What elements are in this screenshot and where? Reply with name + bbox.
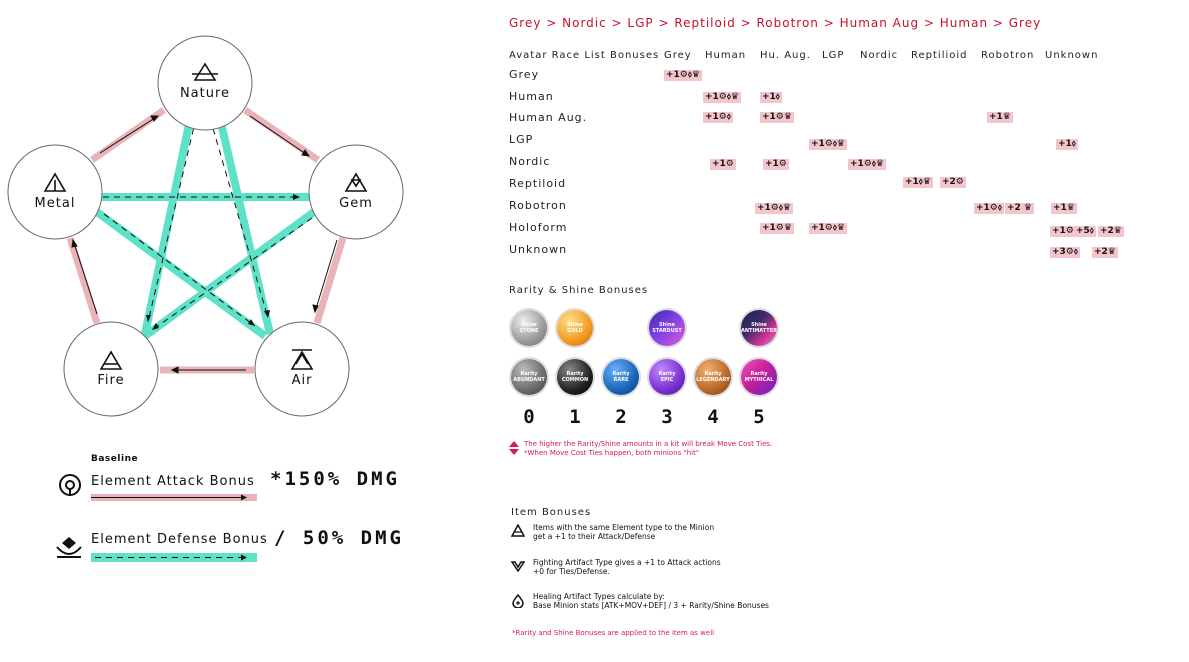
item-element-text: Items with the same Element type to the Minion get a +1 to their Attack/Defense [533, 523, 715, 541]
race-bonus-chip: +1⚙ [1052, 226, 1074, 236]
shine-stone: Shine STONE [511, 310, 547, 346]
race-row-human: Human [509, 90, 554, 103]
items-footnote: *Rarity and Shine Bonuses are applied to the item as well [512, 629, 715, 637]
race-bonus-chip: +2♛ [1094, 247, 1116, 257]
race-bonus-chip: +1⚙⬨♛ [705, 92, 739, 102]
race-row-unknown: Unknown [509, 243, 568, 256]
shine-stardust: Shine STARDUST [649, 310, 685, 346]
race-bonus-chip: +5⬨ [1076, 226, 1094, 236]
node-label-gem: Gem [339, 196, 373, 211]
defense-line-nature-fire [145, 110, 192, 334]
race-row-lgp: LGP [509, 133, 534, 146]
rarity-mythical: Rarity MYTHICAL [741, 359, 777, 395]
defense-line-nature-air [218, 110, 270, 334]
shine-gold: Shine GOLD [557, 310, 593, 346]
node-label-fire: Fire [97, 373, 125, 388]
race-row-robotron: Robotron [509, 199, 567, 212]
race-bonus-chip: +3⚙⬨ [1052, 247, 1078, 257]
race-row-holoform: Holoform [509, 221, 568, 234]
race-bonus-chip: +1⚙♛ [762, 112, 792, 122]
legend-defense-value: / 50% DMG [274, 527, 404, 549]
race-col-reptilioid: Reptilioid [911, 50, 968, 61]
attack-line-gem-air [317, 238, 343, 323]
node-label-metal: Metal [34, 196, 76, 211]
rarity-epic: Rarity EPIC [649, 359, 685, 395]
item-fighting-text: Fighting Artifact Type gives a +1 to Attack actions +0 for Ties/Defense. [533, 558, 721, 576]
race-col-robotron: Robotron [981, 50, 1035, 61]
rarity-level-1: 1 [569, 406, 581, 428]
race-bonus-chip: +1⚙⬨♛ [850, 159, 884, 169]
rarity-legendary: Rarity LEGENDARY [695, 359, 731, 395]
race-bonus-chip: +1♛ [1053, 203, 1075, 213]
race-bonus-chip: +1⚙⬨♛ [811, 139, 845, 149]
race-bonus-chip: +1⚙ [765, 159, 787, 169]
rarity-level-4: 4 [707, 406, 719, 428]
rarity-abundant: Rarity ABUNDANT [511, 359, 547, 395]
up-down-arrow-icon [509, 441, 519, 455]
shine-antimatter: Shine ANTIMATTER [741, 310, 777, 346]
legend-attack-value: *150% DMG [270, 468, 400, 490]
race-bonus-chip: +2⚙ [942, 177, 964, 187]
legend-defense-label: Element Defense Bonus [91, 532, 268, 547]
race-row-human-aug: Human Aug. [509, 111, 588, 124]
node-gem [309, 145, 403, 239]
node-label-air: Air [291, 373, 313, 388]
node-nature [158, 36, 252, 130]
defense-line-metal-air [97, 212, 265, 336]
race-row-reptiloid: Reptiloid [509, 177, 567, 190]
legend-defense-arrow [91, 552, 257, 563]
rarity-note: The higher the Rarity/Shine amounts in a kit will break Move Cost Ties. *When Move Cost Ties happen, both minions "hit" [524, 440, 773, 457]
race-bonus-chip: +1⚙♛ [762, 223, 792, 233]
attack-line-fire-metal [70, 238, 97, 323]
item-healing-text: Healing Artifact Types calculate by: Base Minion stats [ATK+MOV+DEF] / 3 + Rarity/Shine Bonuses [533, 592, 769, 610]
legend-title: Baseline [91, 454, 139, 464]
rarity-level-5: 5 [753, 406, 765, 428]
items-title: Item Bonuses [511, 507, 592, 518]
race-col-hu-aug: Hu. Aug. [760, 50, 811, 61]
race-row-grey: Grey [509, 68, 540, 81]
race-bonus-chip: +1⚙⬨ [705, 112, 731, 122]
rarity-rare: Rarity RARE [603, 359, 639, 395]
fighting-artifact-icon [511, 559, 525, 573]
race-chain: Grey > Nordic > LGP > Reptiloid > Robotron > Human Aug > Human > Grey [509, 16, 1042, 30]
race-bonus-chip: +2 ♛ [1007, 203, 1033, 213]
element-triangle-icon [511, 524, 525, 538]
race-bonus-chip: +1⚙⬨ [976, 203, 1002, 213]
legend-attack-label: Element Attack Bonus [91, 474, 255, 489]
node-label-nature: Nature [179, 86, 231, 101]
race-row-nordic: Nordic [509, 155, 551, 168]
race-bonus-chip: +1⚙⬨♛ [757, 203, 791, 213]
rarity-common: Rarity COMMON [557, 359, 593, 395]
race-col-human: Human [705, 50, 747, 61]
attack-icon [58, 473, 82, 497]
healing-artifact-icon [511, 594, 525, 608]
race-bonus-chip: +1⚙ [712, 159, 734, 169]
race-bonus-chip: +1⬨ [1058, 139, 1076, 149]
legend-attack-arrow [91, 492, 257, 503]
race-bonus-chip: +1⬨♛ [905, 177, 931, 187]
race-col-unknown: Unknown [1045, 50, 1099, 61]
rarity-level-3: 3 [661, 406, 673, 428]
race-bonus-chip: +1♛ [989, 112, 1011, 122]
race-bonus-chip: +2♛ [1100, 226, 1122, 236]
race-bonus-chip: +1⬨ [762, 92, 780, 102]
race-col-lgp: LGP [822, 50, 845, 61]
rarity-title: Rarity & Shine Bonuses [509, 285, 649, 296]
rarity-level-0: 0 [523, 406, 535, 428]
race-col-nordic: Nordic [860, 50, 899, 61]
race-col-grey: Grey [664, 50, 692, 61]
rarity-level-2: 2 [615, 406, 627, 428]
race-bonus-chip: +1⚙⬨♛ [666, 70, 700, 80]
defense-icon [54, 534, 84, 560]
race-table-title: Avatar Race List Bonuses [509, 50, 660, 61]
race-bonus-chip: +1⚙⬨♛ [811, 223, 845, 233]
node-metal [8, 145, 102, 239]
